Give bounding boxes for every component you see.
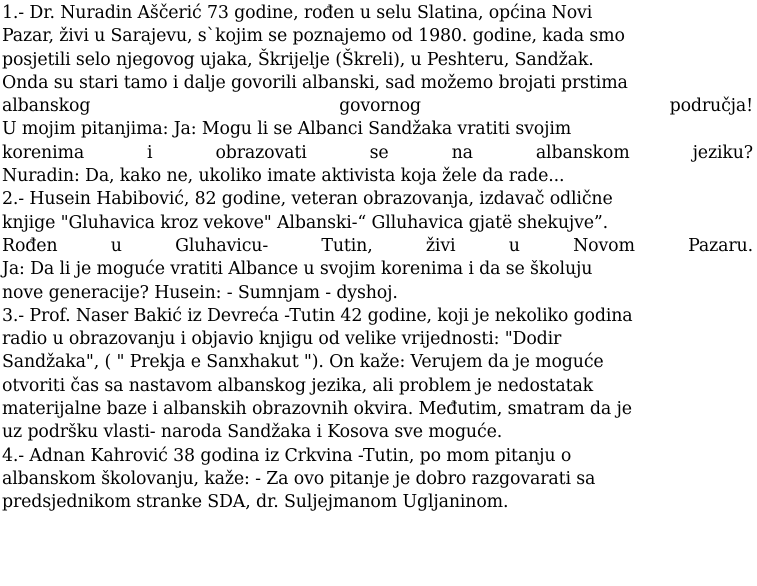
text-line: 4.- Adnan Kahrović 38 godina iz Crkvina -Tutin, po mom pitanju o: [2, 445, 572, 466]
word: govornog: [339, 96, 421, 117]
text-line-justified: [2, 235, 753, 258]
word: se: [369, 142, 389, 163]
word: korenima: [2, 142, 85, 163]
text-line: otvoriti čas sa nastavom albanskog jezika, ali problem je nedostatak: [2, 375, 594, 396]
text-line: 2.- Husein Habibović, 82 godine, veteran obrazovanja, izdavač odlične: [2, 189, 613, 210]
word: u: [110, 235, 122, 256]
word: na: [451, 142, 473, 163]
text-line: Sandžaka", ( " Prekja e Sanxhakut "). On kaže: Verujem da je moguće: [2, 352, 604, 373]
text-line-justified: [2, 142, 753, 165]
word: albanskom: [535, 142, 630, 163]
word: Tutin,: [321, 235, 373, 256]
text-line: 1.- Dr. Nuradin Aščerić 73 godine, rođen u selu Slatina, općina Novi: [2, 3, 593, 23]
text-line: Ja: Da li je moguće vratiti Albance u svojim korenima i da se školuju: [2, 259, 593, 280]
word: jeziku?: [692, 142, 753, 163]
text-line: Pazar, živi u Sarajevu, s`kojim se poznajemo od 1980. godine, kada smo: [2, 26, 625, 47]
text-line: nove generacije? Husein: - Sumnjam - dyshoj.: [2, 282, 398, 303]
text-line: Onda su stari tamo i dalje govorili albanski, sad možemo brojati prstima: [2, 72, 628, 93]
word: živi: [425, 235, 456, 256]
word: Rođen: [2, 235, 58, 256]
text-line: U mojim pitanjima: Ja: Mogu li se Albanci Sandžaka vratiti svojim: [2, 119, 572, 140]
word: obrazovati: [215, 142, 307, 163]
text-line: knjige "Gluhavica kroz vekove" Albanski-“ Glluhavica gjatë shekujve”.: [2, 212, 609, 233]
text-line: posjetili selo njegovog ujaka, Škrijelje (Škreli), u Peshteru, Sandžak.: [2, 49, 594, 70]
document-body: [2, 2, 753, 515]
text-line: radio u obrazovanju i objavio knjigu od velike vrijednosti: "Dodir: [2, 329, 562, 350]
text-line: materijalne baze i albanskih obrazovnih okvira. Međutim, smatram da je: [2, 399, 632, 420]
word: područja!: [669, 96, 753, 117]
text-line: predsjednikom stranke SDA, dr. Suljejmanom Ugljaninom.: [2, 492, 509, 513]
text-line: uz podršku vlasti- naroda Sandžaka i Kosova sve moguće.: [2, 422, 503, 443]
text-line-justified: [2, 95, 753, 118]
word: Novom: [573, 235, 635, 256]
text-line: Nuradin: Da, kako ne, ukoliko imate aktivista koja žele da rade...: [2, 166, 565, 187]
word: i: [147, 142, 153, 163]
word: Pazaru.: [688, 235, 753, 256]
text-line: albanskom školovanju, kaže: - Za ovo pitanje je dobro razgovarati sa: [2, 468, 596, 489]
word: Gluhavicu-: [175, 235, 269, 256]
word: u: [508, 235, 520, 256]
word: albanskog: [2, 96, 91, 117]
text-line: 3.- Prof. Naser Bakić iz Devreća -Tutin 42 godine, koji je nekoliko godina: [2, 305, 633, 326]
